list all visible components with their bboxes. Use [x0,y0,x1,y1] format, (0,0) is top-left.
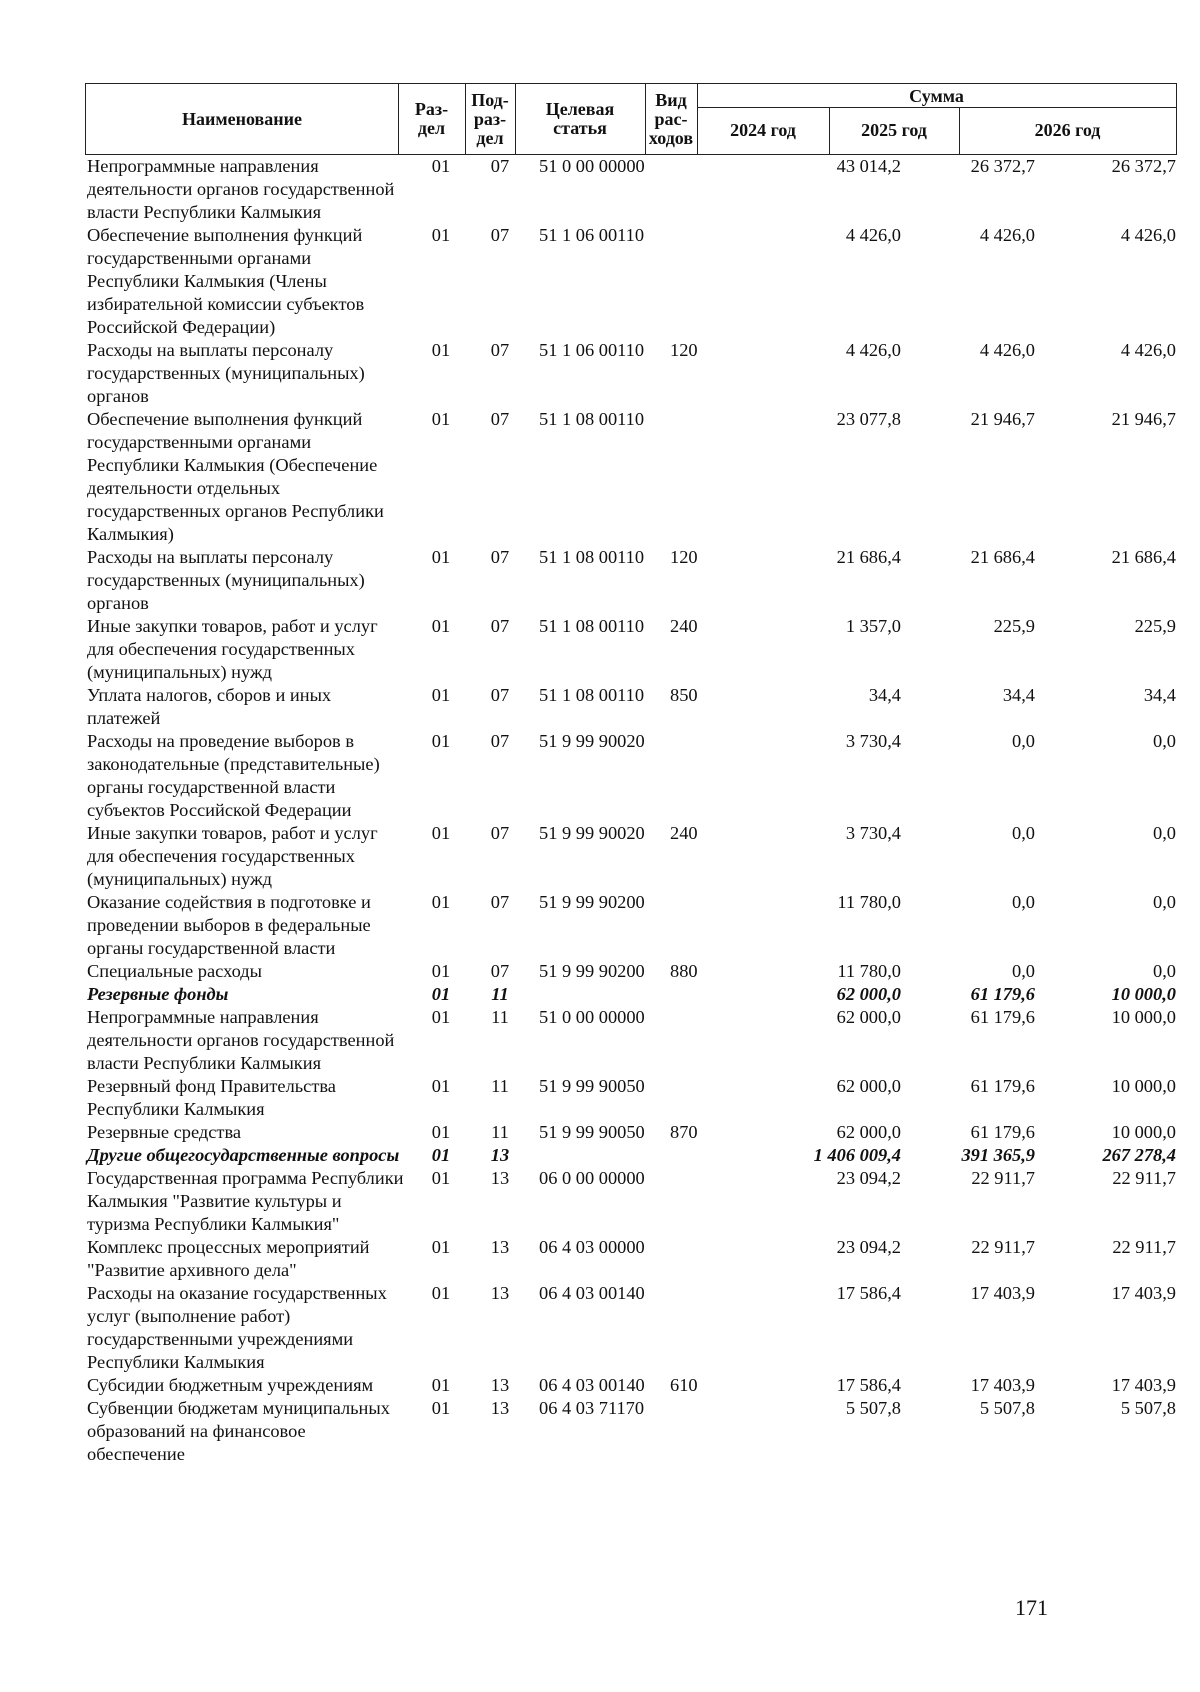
row-podrazdel: 13 [490,1145,510,1165]
table-row [85,891,1177,960]
row-name: Резервные средства [87,1122,242,1142]
table-row [85,408,1177,546]
row-podrazdel: 07 [490,547,510,567]
row-razdel: 01 [431,984,451,1004]
row-sum-2025: 26 372,7 [970,156,1035,176]
row-razdel: 01 [431,1398,451,1418]
budget-table [85,83,1177,1466]
row-razdel: 01 [431,547,451,567]
row-sum-2025: 22 911,7 [971,1237,1035,1257]
row-target-article: 51 0 00 00000 [539,1007,645,1027]
row-podrazdel: 13 [490,1168,510,1188]
row-sum-2024: 21 686,4 [836,547,901,567]
row-sum-2024: 34,4 [868,685,901,705]
row-name: Комплекс процессных мероприятий "Развитие архивного дела" [87,1237,370,1280]
row-podrazdel: 13 [490,1237,510,1257]
row-sum-2024: 62 000,0 [836,1122,901,1142]
row-podrazdel: 11 [491,984,509,1004]
row-name: Обеспечение выполнения функций государственными органами Республики Калмыкия (Обеспечение деятельности отдельных государственных органов Республики Калмыкия) [87,409,384,544]
row-sum-2026: 0,0 [1153,892,1176,912]
header-target-article: Целевая статья [545,99,615,138]
row-target-article: 51 1 08 00110 [539,616,645,636]
row-target-article: 06 4 03 71170 [539,1398,645,1418]
row-sum-2025: 0,0 [1012,892,1035,912]
row-sum-2026: 22 911,7 [1112,1237,1176,1257]
row-sum-2025: 61 179,6 [970,1076,1035,1096]
table-row [85,822,1177,891]
row-sum-2024: 1 357,0 [845,616,901,636]
row-podrazdel: 07 [490,225,510,245]
row-target-article: 51 1 08 00110 [539,685,645,705]
row-target-article: 51 9 99 90020 [539,731,645,751]
row-podrazdel: 07 [490,892,510,912]
page-number: 171 [1015,1595,1048,1620]
table-body [85,155,1177,1466]
row-sum-2026: 267 278,4 [1102,1145,1176,1165]
row-sum-2025: 225,9 [993,616,1035,636]
row-razdel: 01 [431,685,451,705]
row-target-article: 51 1 08 00110 [539,547,645,567]
table-row [85,983,1177,1006]
table-row [85,339,1177,408]
row-sum-2026: 225,9 [1134,616,1176,636]
row-name: Непрограммные направления деятельности органов государственной власти Республики Калмыкия [87,1007,395,1073]
row-sum-2024: 4 426,0 [845,340,901,360]
header-2024: 2024 год [730,120,796,140]
row-name: Расходы на оказание государственных услуг (выполнение работ) государственными учреждениями Республики Калмыкия [87,1283,387,1372]
row-sum-2025: 4 426,0 [979,340,1035,360]
row-sum-2025: 0,0 [1012,731,1035,751]
row-name: Расходы на проведение выборов в законодательные (представительные) органы государственной власти субъектов Российской Федерации [87,731,380,820]
row-target-article: 06 4 03 00140 [539,1375,645,1395]
row-target-article: 51 9 99 90020 [539,823,645,843]
table-row [85,1075,1177,1121]
header-2025: 2025 год [861,120,927,140]
row-expense-type: 850 [670,685,698,705]
row-sum-2024: 43 014,2 [836,156,901,176]
row-name: Субвенции бюджетам муниципальных образований на финансовое обеспечение [87,1398,390,1464]
row-sum-2025: 0,0 [1012,823,1035,843]
row-razdel: 01 [431,892,451,912]
row-name: Непрограммные направления деятельности органов государственной власти Республики Калмыкия [87,156,395,222]
row-podrazdel: 07 [490,409,510,429]
table-header [85,83,1177,155]
row-razdel: 01 [431,961,451,981]
row-podrazdel: 11 [491,1076,509,1096]
row-sum-2026: 0,0 [1153,731,1176,751]
table-row [85,1236,1177,1282]
table-row [85,155,1177,224]
row-sum-2026: 10 000,0 [1111,984,1176,1004]
row-sum-2025: 22 911,7 [971,1168,1035,1188]
row-expense-type: 610 [670,1375,698,1395]
row-sum-2024: 11 780,0 [837,892,901,912]
row-name: Уплата налогов, сборов и иных платежей [87,685,332,728]
row-name: Государственная программа Республики Калмыкия "Развитие культуры и туризма Республики Калмыкия" [87,1168,404,1234]
row-expense-type: 120 [670,547,698,567]
row-sum-2024: 23 094,2 [836,1237,901,1257]
row-target-article: 51 1 08 00110 [539,409,645,429]
row-name: Резервный фонд Правительства Республики Калмыкия [87,1076,336,1119]
row-name: Субсидии бюджетным учреждениям [87,1375,374,1395]
header-razdel: Раз- дел [414,99,449,138]
row-sum-2024: 3 730,4 [845,731,901,751]
table-row [85,730,1177,822]
row-razdel: 01 [431,731,451,751]
row-sum-2026: 0,0 [1153,961,1176,981]
row-sum-2026: 5 507,8 [1120,1398,1176,1418]
row-podrazdel: 13 [490,1375,510,1395]
row-sum-2025: 21 686,4 [970,547,1035,567]
header-sum: Сумма [909,85,964,106]
row-target-article: 06 4 03 00000 [539,1237,645,1257]
row-sum-2026: 17 403,9 [1111,1283,1176,1303]
row-name: Иные закупки товаров, работ и услуг для обеспечения государственных (муниципальных) нужд [87,616,378,682]
row-razdel: 01 [431,156,451,176]
row-podrazdel: 13 [490,1398,510,1418]
row-sum-2025: 5 507,8 [979,1398,1035,1418]
row-sum-2026: 10 000,0 [1111,1076,1176,1096]
row-razdel: 01 [431,1076,451,1096]
row-razdel: 01 [431,1122,451,1142]
row-sum-2025: 17 403,9 [970,1375,1035,1395]
row-sum-2026: 21 686,4 [1111,547,1176,567]
table-row [85,1167,1177,1236]
row-razdel: 01 [431,409,451,429]
row-sum-2025: 61 179,6 [970,1007,1035,1027]
row-target-article: 51 9 99 90200 [539,961,645,981]
row-podrazdel: 07 [490,685,510,705]
row-sum-2025: 17 403,9 [970,1283,1035,1303]
row-sum-2025: 391 365,9 [961,1145,1035,1165]
row-sum-2025: 61 179,6 [970,1122,1035,1142]
header-name: Наименование [182,108,302,129]
row-sum-2026: 4 426,0 [1120,225,1176,245]
row-podrazdel: 07 [490,823,510,843]
row-sum-2024: 17 586,4 [836,1283,901,1303]
row-target-article: 51 0 00 00000 [539,156,645,176]
table-row [85,1006,1177,1075]
row-sum-2026: 17 403,9 [1111,1375,1176,1395]
row-sum-2024: 11 780,0 [837,961,901,981]
row-sum-2025: 4 426,0 [979,225,1035,245]
row-name: Оказание содействия в подготовке и проведении выборов в федеральные органы государственной власти [87,892,371,958]
row-podrazdel: 07 [490,961,510,981]
row-podrazdel: 11 [491,1007,509,1027]
row-podrazdel: 11 [491,1122,509,1142]
row-razdel: 01 [431,1007,451,1027]
row-podrazdel: 13 [490,1283,510,1303]
row-sum-2025: 61 179,6 [970,984,1035,1004]
row-expense-type: 880 [670,961,698,981]
header-2026: 2026 год [1034,120,1101,140]
row-target-article: 51 1 06 00110 [539,225,645,245]
row-name: Резервные фонды [87,984,229,1004]
header-expense-type: Вид рас- ходов [648,89,694,148]
header-podrazdel: Под- раз- дел [471,89,509,148]
row-sum-2026: 4 426,0 [1120,340,1176,360]
table-row [85,615,1177,684]
row-expense-type: 240 [670,823,698,843]
row-sum-2024: 4 426,0 [845,225,901,245]
row-sum-2024: 3 730,4 [845,823,901,843]
row-sum-2024: 62 000,0 [836,1076,901,1096]
table-row [85,960,1177,983]
row-podrazdel: 07 [490,616,510,636]
row-sum-2024: 23 077,8 [836,409,901,429]
row-expense-type: 240 [670,616,698,636]
row-target-article: 51 9 99 90050 [539,1076,645,1096]
row-sum-2026: 34,4 [1143,685,1176,705]
table-row [85,1374,1177,1397]
row-razdel: 01 [431,823,451,843]
row-sum-2024: 62 000,0 [836,984,901,1004]
row-expense-type: 870 [670,1122,698,1142]
row-sum-2026: 22 911,7 [1112,1168,1176,1188]
row-target-article: 51 9 99 90050 [539,1122,645,1142]
row-target-article: 06 0 00 00000 [539,1168,645,1188]
row-razdel: 01 [431,1375,451,1395]
row-target-article: 51 9 99 90200 [539,892,645,912]
row-sum-2024: 23 094,2 [836,1168,901,1188]
row-razdel: 01 [431,340,451,360]
table-row [85,1282,1177,1374]
row-razdel: 01 [431,1168,451,1188]
row-name: Иные закупки товаров, работ и услуг для обеспечения государственных (муниципальных) нужд [87,823,378,889]
row-podrazdel: 07 [490,731,510,751]
row-sum-2024: 1 406 009,4 [813,1145,901,1165]
row-name: Расходы на выплаты персоналу государственных (муниципальных) органов [87,547,365,613]
row-sum-2025: 34,4 [1002,685,1035,705]
row-sum-2024: 62 000,0 [836,1007,901,1027]
row-name: Обеспечение выполнения функций государственными органами Республики Калмыкия (Члены избирательной комиссии субъектов Российской Федерации) [87,225,365,337]
row-razdel: 01 [431,1145,451,1165]
row-expense-type: 120 [670,340,698,360]
row-sum-2026: 10 000,0 [1111,1007,1176,1027]
row-target-article: 51 1 06 00110 [539,340,645,360]
table-row [85,1144,1177,1167]
row-sum-2024: 17 586,4 [836,1375,901,1395]
table-row [85,1121,1177,1144]
table-row [85,684,1177,730]
table-row [85,1397,1177,1466]
row-sum-2026: 0,0 [1153,823,1176,843]
row-podrazdel: 07 [490,156,510,176]
row-sum-2025: 0,0 [1012,961,1035,981]
row-sum-2026: 21 946,7 [1111,409,1176,429]
row-name: Другие общегосударственные вопросы [87,1145,400,1165]
row-name: Специальные расходы [87,961,262,981]
table-row [85,546,1177,615]
row-razdel: 01 [431,225,451,245]
row-sum-2026: 26 372,7 [1111,156,1176,176]
row-razdel: 01 [431,1237,451,1257]
row-target-article: 06 4 03 00140 [539,1283,645,1303]
row-podrazdel: 07 [490,340,510,360]
table-row [85,224,1177,339]
row-name: Расходы на выплаты персоналу государственных (муниципальных) органов [87,340,365,406]
row-sum-2025: 21 946,7 [970,409,1035,429]
row-sum-2026: 10 000,0 [1111,1122,1176,1142]
row-sum-2024: 5 507,8 [845,1398,901,1418]
row-razdel: 01 [431,616,451,636]
row-razdel: 01 [431,1283,451,1303]
